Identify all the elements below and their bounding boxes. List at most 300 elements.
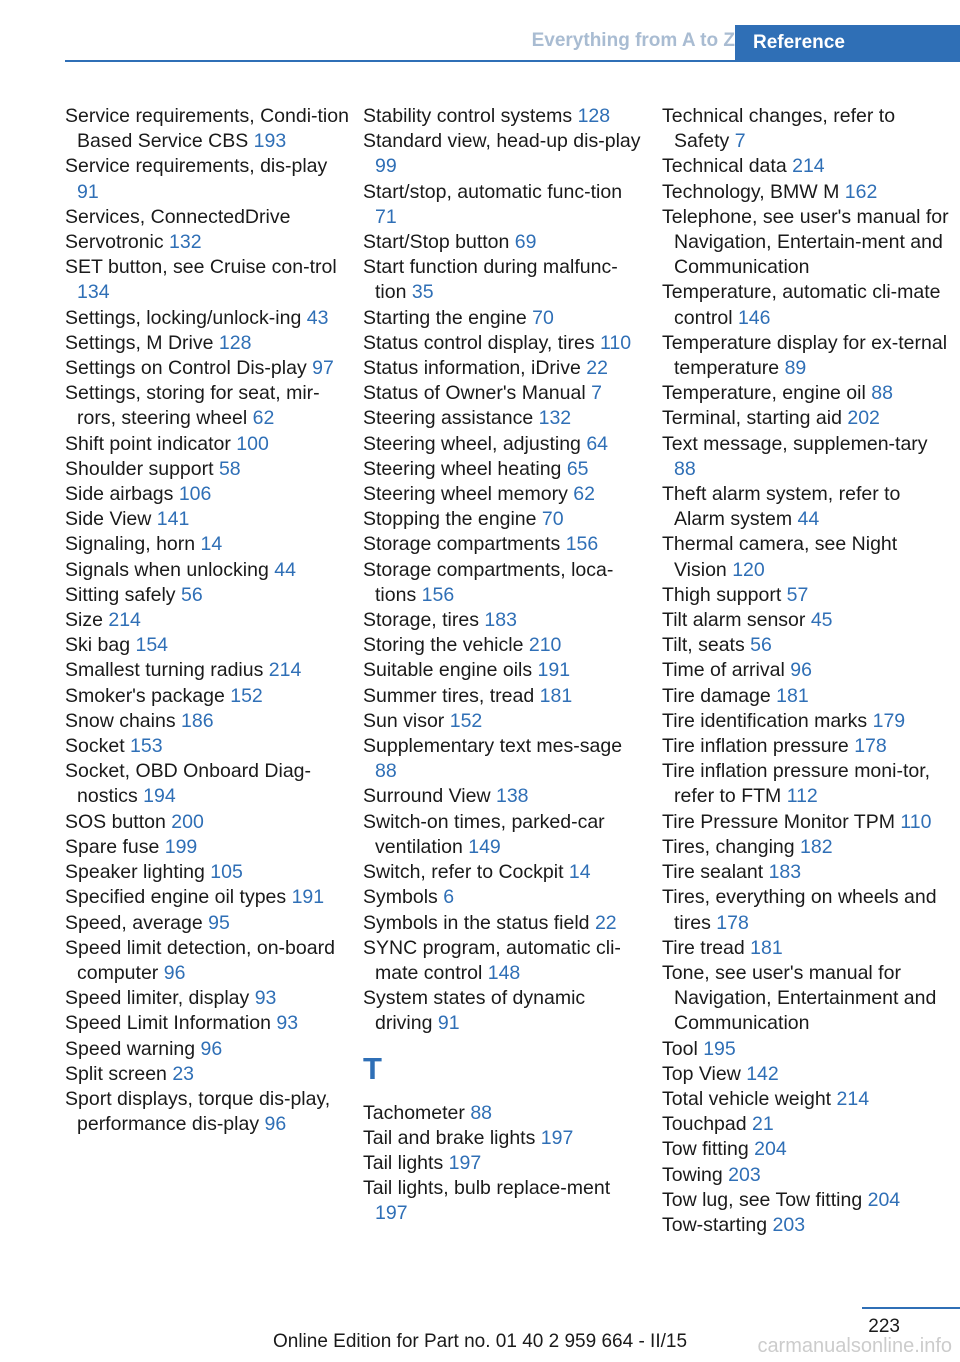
index-entry-term: Speed warning bbox=[65, 1037, 196, 1060]
index-page-link[interactable]: 197 bbox=[375, 1202, 408, 1225]
index-entry bbox=[65, 230, 350, 255]
index-entry-term: Service requirements, Condi-tion Based Service CBS bbox=[65, 105, 349, 153]
index-page-link[interactable]: 156 bbox=[565, 533, 599, 556]
index-entry bbox=[65, 532, 350, 557]
index-entry-term: Tone, see user's manual for Navigation, Entertainment and Communication bbox=[662, 961, 937, 1035]
index-page-link[interactable]: 14 bbox=[568, 861, 591, 884]
index-page-link[interactable]: 181 bbox=[539, 684, 573, 707]
index-entry-term: Suitable engine oils bbox=[363, 659, 533, 682]
index-entry bbox=[662, 1112, 954, 1137]
index-page-link[interactable]: 204 bbox=[867, 1188, 901, 1211]
index-page-link[interactable]: 96 bbox=[200, 1037, 223, 1060]
index-entry bbox=[662, 381, 954, 406]
index-page-link[interactable]: 203 bbox=[728, 1163, 761, 1186]
page-number: 223 bbox=[868, 1316, 900, 1337]
index-page-link[interactable]: 93 bbox=[276, 1012, 299, 1035]
index-entry-term: Total vehicle weight bbox=[662, 1087, 832, 1110]
index-page-link[interactable]: 186 bbox=[181, 709, 214, 732]
index-entry-term: Speed limiter, display bbox=[65, 987, 250, 1010]
index-entry bbox=[662, 633, 954, 658]
index-entry bbox=[65, 608, 350, 633]
index-page-link[interactable]: 214 bbox=[836, 1087, 870, 1110]
index-entry-term: SET button, see Cruise con-trol bbox=[65, 256, 337, 279]
index-entry-term: Services, ConnectedDrive bbox=[65, 205, 291, 228]
index-entry bbox=[363, 432, 648, 457]
index-page-link[interactable]: 204 bbox=[754, 1138, 787, 1161]
index-entry-term: Standard view, head-up dis-play bbox=[363, 130, 641, 153]
index-entry bbox=[363, 104, 648, 129]
index-entry bbox=[662, 205, 954, 281]
index-entry bbox=[65, 1011, 350, 1036]
index-entry bbox=[662, 406, 954, 431]
index-entry-term: Technology, BMW M bbox=[662, 180, 840, 203]
index-page-link[interactable]: 91 bbox=[437, 1012, 460, 1035]
index-entry bbox=[65, 1087, 350, 1137]
index-page-link[interactable]: 96 bbox=[264, 1113, 287, 1136]
index-entry bbox=[65, 154, 350, 204]
index-page-link[interactable]: 58 bbox=[218, 457, 241, 480]
index-page-link[interactable]: 91 bbox=[77, 180, 99, 203]
index-entry bbox=[363, 860, 648, 885]
index-entry bbox=[65, 457, 350, 482]
index-entry-term: Ski bag bbox=[65, 634, 131, 657]
index-entry bbox=[65, 381, 350, 431]
index-entry bbox=[662, 1188, 954, 1213]
index-entry-term: Tire identification marks bbox=[662, 709, 868, 732]
index-entry bbox=[65, 860, 350, 885]
index-entry-term: Storage compartments, loca-tions bbox=[363, 558, 614, 606]
index-page-link[interactable]: 120 bbox=[732, 558, 765, 581]
index-entry bbox=[65, 306, 350, 331]
index-page-link[interactable]: 183 bbox=[484, 609, 517, 632]
index-page-link[interactable]: 193 bbox=[253, 130, 287, 153]
index-page-link[interactable]: 178 bbox=[854, 735, 887, 758]
watermark: carmanualsonline.info bbox=[757, 1335, 952, 1357]
index-entry-term: Status control display, tires bbox=[363, 331, 595, 354]
index-entry-term: Smoker's package bbox=[65, 684, 225, 707]
index-entry-term: Spare fuse bbox=[65, 835, 160, 858]
index-page-link[interactable]: 202 bbox=[847, 407, 880, 430]
index-page-link[interactable]: 195 bbox=[703, 1037, 736, 1060]
index-page-link[interactable]: 200 bbox=[171, 810, 204, 833]
index-entry bbox=[662, 860, 954, 885]
index-entry-term: Settings on Control Dis-play bbox=[65, 357, 307, 380]
index-page-link[interactable]: 7 bbox=[734, 130, 746, 153]
index-entry bbox=[662, 684, 954, 709]
index-entry bbox=[65, 734, 350, 759]
index-page-link[interactable]: 138 bbox=[495, 785, 529, 808]
index-entry bbox=[65, 759, 350, 809]
index-page-link[interactable]: 181 bbox=[750, 936, 783, 959]
index-entry bbox=[363, 1101, 648, 1126]
index-page-link[interactable]: 132 bbox=[538, 407, 572, 430]
index-entry-term: Shoulder support bbox=[65, 457, 214, 480]
index-page-link[interactable]: 88 bbox=[674, 457, 696, 480]
index-entry-term: Switch-on times, parked-car ventilation bbox=[363, 810, 605, 858]
index-entry-term: Temperature, engine oil bbox=[662, 382, 866, 405]
index-entry-term: Tilt, seats bbox=[662, 634, 745, 657]
index-page-link[interactable]: 110 bbox=[900, 810, 932, 833]
index-entry-term: Sun visor bbox=[363, 709, 445, 732]
index-page-link[interactable]: 56 bbox=[180, 583, 203, 606]
index-entry bbox=[65, 558, 350, 583]
index-page-link[interactable]: 88 bbox=[375, 760, 397, 783]
index-page-link[interactable]: 182 bbox=[800, 835, 833, 858]
index-entry bbox=[662, 1163, 954, 1188]
index-page-link[interactable]: 43 bbox=[306, 306, 329, 329]
index-entry bbox=[662, 734, 954, 759]
index-page-link[interactable]: 142 bbox=[746, 1062, 779, 1085]
index-page-link[interactable]: 69 bbox=[514, 231, 537, 254]
index-entry-term: Top View bbox=[662, 1062, 741, 1085]
index-entry bbox=[65, 356, 350, 381]
index-entry-term: Storing the vehicle bbox=[363, 634, 524, 657]
index-entry bbox=[662, 1037, 954, 1062]
index-entry bbox=[662, 1213, 954, 1238]
index-entry-term: Speed Limit Information bbox=[65, 1012, 271, 1035]
index-entry-term: Start/Stop button bbox=[363, 231, 510, 254]
index-page-link[interactable]: 197 bbox=[448, 1151, 482, 1174]
index-entry-term: Temperature, automatic cli-mate control bbox=[662, 281, 941, 329]
index-entry-term: Tires, changing bbox=[662, 835, 795, 858]
index-entry bbox=[363, 507, 648, 532]
index-entry-term: Tire tread bbox=[662, 936, 745, 959]
index-page-link[interactable]: 152 bbox=[449, 709, 483, 732]
index-page-link[interactable]: 210 bbox=[528, 634, 562, 657]
index-entry-term: Starting the engine bbox=[363, 306, 527, 329]
index-page-link[interactable]: 128 bbox=[218, 331, 252, 354]
index-page-link[interactable]: 191 bbox=[537, 659, 571, 682]
index-page-link[interactable]: 105 bbox=[210, 861, 243, 884]
index-entry-term: Touchpad bbox=[662, 1113, 747, 1136]
index-page-link[interactable]: 141 bbox=[156, 508, 190, 531]
index-entry bbox=[363, 356, 648, 381]
index-page-link[interactable]: 71 bbox=[375, 205, 397, 228]
index-entry bbox=[363, 230, 648, 255]
index-entry bbox=[662, 658, 954, 683]
index-entry bbox=[662, 583, 954, 608]
index-page-link[interactable]: 97 bbox=[312, 357, 334, 380]
index-entry-term: Technical changes, refer to Safety bbox=[662, 105, 896, 153]
index-entry bbox=[363, 986, 648, 1036]
index-entry-term: Telephone, see user's manual for Navigation, Entertain-ment and Communication bbox=[662, 205, 949, 279]
index-page-link[interactable]: 112 bbox=[786, 785, 818, 808]
index-entry bbox=[65, 986, 350, 1011]
index-page-link[interactable]: 178 bbox=[716, 911, 749, 934]
index-entry-term: Socket bbox=[65, 735, 125, 758]
index-entry-term: Tire damage bbox=[662, 684, 771, 707]
index-entry bbox=[363, 709, 648, 734]
index-entry-term: Surround View bbox=[363, 785, 491, 808]
index-entry-term: Thigh support bbox=[662, 583, 782, 606]
index-entry bbox=[363, 381, 648, 406]
index-page-link[interactable]: 44 bbox=[274, 558, 296, 581]
index-entry bbox=[363, 532, 648, 557]
index-entry-term: Tail and brake lights bbox=[363, 1126, 536, 1149]
index-page-link[interactable]: 23 bbox=[172, 1062, 195, 1085]
index-page-link[interactable]: 65 bbox=[566, 457, 589, 480]
index-entry bbox=[662, 331, 954, 381]
index-letter-heading: T bbox=[363, 1050, 382, 1086]
index-entry-term: Tire inflation pressure moni-tor, refer to FTM bbox=[662, 760, 931, 808]
index-entry-term: Start function during malfunc-tion bbox=[363, 256, 618, 304]
index-entry bbox=[662, 1062, 954, 1087]
index-entry bbox=[363, 784, 648, 809]
index-entry bbox=[65, 810, 350, 835]
index-page-link[interactable]: 106 bbox=[178, 483, 212, 506]
index-entry-term: Symbols in the status field bbox=[363, 911, 590, 934]
index-page-link[interactable]: 128 bbox=[577, 105, 611, 127]
index-entry bbox=[65, 911, 350, 936]
index-entry bbox=[363, 255, 648, 305]
index-page-link[interactable]: 64 bbox=[586, 432, 609, 455]
index-page-link[interactable]: 149 bbox=[468, 835, 501, 858]
index-page-link[interactable]: 181 bbox=[776, 684, 809, 707]
index-page-link[interactable]: 146 bbox=[737, 306, 771, 329]
index-entry-term: Tire inflation pressure bbox=[662, 735, 849, 758]
index-entry-term: SYNC program, automatic cli-mate control bbox=[363, 936, 621, 984]
index-entry-term: Settings, M Drive bbox=[65, 331, 214, 354]
index-entry-term: Signals when unlocking bbox=[65, 558, 269, 581]
index-entry bbox=[65, 205, 350, 230]
index-entry bbox=[363, 885, 648, 910]
index-entry-term: Tire Pressure Monitor TPM bbox=[662, 810, 895, 833]
index-entry bbox=[65, 255, 350, 305]
index-page-link[interactable]: 7 bbox=[591, 382, 602, 405]
index-entry-term: Sitting safely bbox=[65, 583, 176, 606]
index-entry bbox=[363, 810, 648, 860]
index-entry-term: Tachometer bbox=[363, 1101, 465, 1124]
index-page-link[interactable]: 191 bbox=[291, 886, 325, 909]
header-tab-reference: Reference bbox=[735, 25, 960, 61]
index-page-link[interactable]: 96 bbox=[163, 961, 186, 984]
index-page-link[interactable]: 153 bbox=[130, 735, 163, 758]
index-entry-term: Tow lug, see Tow fitting bbox=[662, 1188, 863, 1211]
index-entry bbox=[363, 608, 648, 633]
index-entry-term: Symbols bbox=[363, 886, 438, 909]
index-entry bbox=[363, 180, 648, 230]
index-page-link[interactable]: 62 bbox=[252, 407, 275, 430]
index-entry-term: Signaling, horn bbox=[65, 533, 196, 556]
index-entry bbox=[662, 532, 954, 582]
index-entry-term: Speed limit detection, on-board computer bbox=[65, 936, 335, 984]
index-entry bbox=[662, 432, 954, 482]
index-entry-term: Specified engine oil types bbox=[65, 886, 287, 909]
index-page-link[interactable]: 62 bbox=[573, 483, 595, 506]
index-entry bbox=[662, 759, 954, 809]
index-page-link[interactable]: 70 bbox=[532, 306, 554, 329]
index-entry-term: Summer tires, tread bbox=[363, 684, 535, 707]
footer-edition: Online Edition for Part no. 01 40 2 959 664 - II/15 bbox=[272, 1331, 688, 1352]
index-entry-term: Size bbox=[65, 609, 103, 632]
index-entry bbox=[65, 709, 350, 734]
index-entry bbox=[662, 810, 954, 835]
index-entry bbox=[363, 658, 648, 683]
index-entry bbox=[363, 331, 648, 356]
index-page-link[interactable]: 95 bbox=[208, 911, 230, 934]
index-page-link[interactable]: 22 bbox=[586, 357, 608, 380]
index-entry-term: Shift point indicator bbox=[65, 432, 231, 455]
index-entry-term: Steering assistance bbox=[363, 407, 534, 430]
index-entry-term: SOS button bbox=[65, 810, 166, 833]
index-entry-term: Tool bbox=[662, 1037, 698, 1060]
index-entry-term: Terminal, starting aid bbox=[662, 407, 842, 430]
index-entry-term: Tail lights, bulb replace-ment bbox=[363, 1177, 611, 1200]
index-entry bbox=[363, 911, 648, 936]
index-page-link[interactable]: 35 bbox=[411, 281, 434, 304]
index-entry-term: Towing bbox=[662, 1163, 723, 1186]
index-entry bbox=[65, 583, 350, 608]
page-header bbox=[0, 0, 960, 62]
index-page-link[interactable]: 162 bbox=[844, 180, 878, 203]
index-page-link[interactable]: 194 bbox=[143, 785, 176, 808]
index-entry-term: Supplementary text mes-sage bbox=[363, 735, 623, 758]
index-entry bbox=[65, 482, 350, 507]
index-entry-term: Status information, iDrive bbox=[363, 357, 581, 380]
index-page-link[interactable]: 88 bbox=[871, 382, 893, 405]
index-page-link[interactable]: 93 bbox=[254, 987, 277, 1010]
index-entry bbox=[662, 709, 954, 734]
index-page-link[interactable]: 100 bbox=[236, 432, 269, 455]
index-entry-term: Status of Owner's Manual bbox=[363, 382, 586, 405]
index-entry-term: Tow-starting bbox=[662, 1213, 768, 1236]
index-entry-term: Thermal camera, see Night Vision bbox=[662, 533, 898, 581]
index-entry bbox=[363, 482, 648, 507]
index-entry-term: Steering wheel heating bbox=[363, 457, 562, 480]
index-entry bbox=[363, 1126, 648, 1151]
index-entry-term: Steering wheel, adjusting bbox=[363, 432, 581, 455]
index-entry bbox=[662, 885, 954, 935]
index-entry-term: Tilt alarm sensor bbox=[662, 609, 806, 632]
index-entry bbox=[363, 936, 648, 986]
index-entry bbox=[65, 432, 350, 457]
index-entry-term: Socket, OBD Onboard Diag-nostics bbox=[65, 760, 312, 808]
index-entry-term: Stability control systems bbox=[363, 105, 573, 127]
index-entry-term: Settings, storing for seat, mir-rors, steering wheel bbox=[65, 382, 320, 430]
index-page-link[interactable]: 44 bbox=[797, 508, 820, 531]
index-entry bbox=[662, 280, 954, 330]
index-page-link[interactable]: 6 bbox=[443, 886, 455, 909]
header-rule bbox=[65, 60, 960, 62]
index-entry-term: Storage, tires bbox=[363, 609, 479, 632]
index-entry-term: Side airbags bbox=[65, 483, 174, 506]
index-entry bbox=[363, 1176, 648, 1226]
index-page-link[interactable]: 152 bbox=[230, 684, 263, 707]
index-entry bbox=[662, 104, 954, 154]
index-entry bbox=[363, 558, 648, 608]
index-column-2 bbox=[363, 104, 648, 1227]
index-page-link[interactable]: 21 bbox=[752, 1113, 774, 1136]
index-page-link[interactable]: 199 bbox=[164, 835, 198, 858]
index-page-link[interactable]: 134 bbox=[77, 281, 110, 304]
index-page-link[interactable]: 45 bbox=[810, 609, 833, 632]
index-entry-term: Theft alarm system, refer to Alarm system bbox=[662, 483, 901, 531]
index-entry-term: Storage compartments bbox=[363, 533, 561, 556]
index-entry bbox=[662, 961, 954, 1037]
index-entry-term: Tire sealant bbox=[662, 861, 764, 884]
index-entry-term: Side View bbox=[65, 508, 152, 531]
index-entry bbox=[65, 507, 350, 532]
index-entry bbox=[363, 734, 648, 784]
index-page-link[interactable]: 154 bbox=[135, 634, 169, 657]
index-entry-term: Smallest turning radius bbox=[65, 659, 264, 682]
index-page-link[interactable]: 56 bbox=[750, 634, 772, 657]
index-entry bbox=[662, 154, 954, 179]
index-entry-term: Start/stop, automatic func-tion bbox=[363, 180, 623, 203]
index-entry bbox=[662, 180, 954, 205]
index-page-link[interactable]: 132 bbox=[169, 231, 202, 254]
index-entry-term: Tires, everything on wheels and tires bbox=[662, 886, 937, 934]
index-entry bbox=[65, 658, 350, 683]
index-entry bbox=[65, 104, 350, 154]
index-entry-term: Steering wheel memory bbox=[363, 483, 568, 506]
index-page-link[interactable]: 88 bbox=[470, 1101, 493, 1124]
index-entry-term: Service requirements, dis-play bbox=[65, 155, 328, 178]
header-section-title: Everything from A to Z bbox=[531, 30, 735, 51]
index-entry bbox=[363, 306, 648, 331]
index-entry-term: Settings, locking/unlock-ing bbox=[65, 306, 302, 329]
index-entry bbox=[65, 1062, 350, 1087]
index-page-link[interactable]: 57 bbox=[786, 583, 809, 606]
index-page-link[interactable]: 148 bbox=[487, 961, 521, 984]
index-entry-term: Split screen bbox=[65, 1062, 167, 1085]
index-entry bbox=[363, 129, 648, 179]
index-entry bbox=[363, 406, 648, 431]
index-entry-term: Tail lights bbox=[363, 1151, 444, 1174]
index-entry bbox=[65, 936, 350, 986]
index-column-1 bbox=[65, 104, 350, 1137]
index-entry-term: Technical data bbox=[662, 155, 787, 178]
index-page-link[interactable]: 197 bbox=[540, 1126, 574, 1149]
index-entry bbox=[65, 1037, 350, 1062]
index-entry bbox=[65, 885, 350, 910]
index-page-link[interactable]: 156 bbox=[421, 583, 455, 606]
index-entry-term: Time of arrival bbox=[662, 659, 785, 682]
index-page-link[interactable]: 99 bbox=[375, 155, 397, 178]
index-entry-term: Tow fitting bbox=[662, 1138, 749, 1161]
index-page-link[interactable]: 214 bbox=[108, 609, 141, 632]
index-entry-term: Servotronic bbox=[65, 231, 164, 254]
index-entry bbox=[363, 684, 648, 709]
index-page-link[interactable]: 96 bbox=[790, 659, 812, 682]
index-page-link[interactable]: 203 bbox=[772, 1213, 806, 1236]
index-entry bbox=[65, 684, 350, 709]
page-number-rule bbox=[862, 1307, 960, 1309]
index-page-link[interactable]: 179 bbox=[872, 709, 906, 732]
index-page-link[interactable]: 214 bbox=[792, 155, 825, 178]
index-entry bbox=[65, 835, 350, 860]
index-page-link[interactable]: 89 bbox=[784, 357, 807, 380]
index-entry-term: Switch, refer to Cockpit bbox=[363, 861, 564, 884]
index-page-link[interactable]: 22 bbox=[594, 911, 617, 934]
index-page-link[interactable]: 70 bbox=[541, 508, 564, 531]
index-entry bbox=[662, 835, 954, 860]
index-page-link[interactable]: 214 bbox=[268, 659, 302, 682]
index-entry-term: Speaker lighting bbox=[65, 861, 205, 884]
index-entry-term: Snow chains bbox=[65, 709, 176, 732]
index-entry-term: Stopping the engine bbox=[363, 508, 537, 531]
index-page-link[interactable]: 14 bbox=[200, 533, 223, 556]
index-page-link[interactable]: 183 bbox=[768, 861, 802, 884]
index-entry-term: Text message, supplemen-tary bbox=[662, 432, 928, 455]
index-entry bbox=[65, 633, 350, 658]
index-entry bbox=[65, 331, 350, 356]
index-entry-term: Sport displays, torque dis-play, performance dis-play bbox=[65, 1087, 331, 1136]
index-page-link[interactable]: 110 bbox=[600, 331, 632, 354]
index-entry bbox=[363, 457, 648, 482]
index-entry bbox=[662, 1087, 954, 1112]
index-entry bbox=[363, 633, 648, 658]
